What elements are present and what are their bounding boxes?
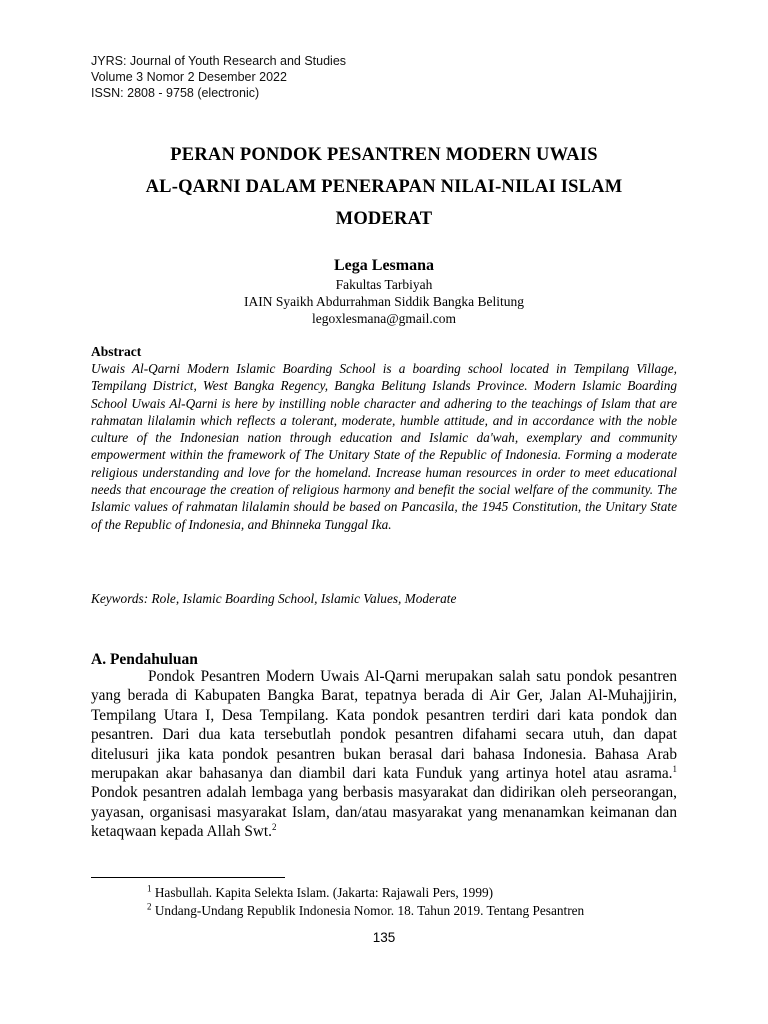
footnote-ref-2[interactable]: 2 bbox=[271, 822, 277, 833]
footnote-2-text: Undang-Undang Republik Indonesia Nomor. 18. Tahun 2019. Tentang Pesantren bbox=[151, 903, 585, 918]
introduction-paragraph bbox=[91, 667, 677, 842]
footnote-2-number: 2 bbox=[147, 901, 152, 912]
journal-name: JYRS: Journal of Youth Research and Studies bbox=[91, 54, 347, 68]
author-email: legoxlesmana@gmail.com bbox=[311, 311, 457, 326]
journal-issn: ISSN: 2808 - 9758 (electronic) bbox=[91, 86, 260, 100]
footnote-1 bbox=[147, 884, 584, 902]
footnote-1-number: 1 bbox=[147, 883, 152, 894]
author-block bbox=[91, 256, 677, 327]
author-name: Lega Lesmana bbox=[334, 257, 434, 274]
title-line-2: AL-QARNI DALAM PENERAPAN NILAI-NILAI ISLAM bbox=[145, 177, 623, 197]
section-heading: A. Pendahuluan bbox=[91, 651, 198, 668]
journal-volume: Volume 3 Nomor 2 Desember 2022 bbox=[91, 70, 287, 84]
author-institution: IAIN Syaikh Abdurrahman Siddik Bangka Belitung bbox=[243, 294, 525, 309]
article-title bbox=[91, 139, 677, 235]
abstract-heading: Abstract bbox=[91, 344, 142, 359]
title-line-1: PERAN PONDOK PESANTREN MODERN UWAIS bbox=[170, 145, 598, 165]
footnote-divider bbox=[91, 877, 285, 878]
footnote-1-text: Hasbullah. Kapita Selekta Islam. (Jakarta: Rajawali Pers, 1999) bbox=[151, 885, 494, 900]
title-line-3: MODERAT bbox=[335, 209, 433, 229]
paragraph-part-2: Pondok pesantren adalah lembaga yang berbasis masyarakat dan didirikan oleh perseorangan, yayasan, organisasi masyarakat Islam, dan/atau masyarakat yang menanamkan keimanan dan ketaqwaan kepada Allah Swt. bbox=[91, 784, 677, 841]
footnote-ref-1[interactable]: 1 bbox=[672, 763, 677, 774]
abstract-text: Uwais Al-Qarni Modern Islamic Boarding School is a boarding school located in Tempilang Village, Tempilang District, West Bangka Regency, Bangka Belitung Islands Province. Modern Islamic Boarding School Uwais Al-Qarni is here by instilling noble character and adhering to the teachings of Islam that are rahmatan lilalamin which reflects a tolerant, moderate, humble attitude, and in accordance with the noble culture of the Indonesian nation through education and Islamic da'wah, exemplary and community empowerment within the framework of The Unitary State of the Republic of Indonesia. Forming a moderate religious understanding and love for the homeland. Increase human resources in order to meet educational needs that encourage the creation of religious harmony and benefit the social welfare of the community. The Islamic values of rahmatan lilalamin should be based on Pancasila, the 1945 Constitution, the Unitary State of the Republic of Indonesia, and Bhinneka Tunggal Ika. bbox=[91, 361, 677, 532]
keywords: Keywords: Role, Islamic Boarding School, Islamic Values, Moderate bbox=[91, 591, 457, 606]
paragraph-part-1: Pondok Pesantren Modern Uwais Al-Qarni merupakan salah satu pondok pesantren yang berada di Kabupaten Bangka Barat, tepatnya berada di Air Ger, Jalan Al-Muhajjirin, Tempilang Utara I, Desa Tempilang. Kata pondok pesantren terdiri dari kata pondok dan pesantren. Dari dua kata tersebutlah pondok pesantren difahami secara utuh, dan dapat ditelusuri jika kata pondok pesantren bukan berasal dari bahasa Indonesia. Bahasa Arab merupakan akar bahasanya dan diambil dari kata Funduk yang artinya hotel atau asrama. bbox=[91, 668, 677, 783]
footnotes bbox=[147, 884, 584, 920]
journal-header bbox=[91, 53, 346, 101]
footnote-2 bbox=[147, 902, 584, 920]
author-faculty: Fakultas Tarbiyah bbox=[335, 277, 433, 292]
page-number: 135 bbox=[372, 930, 396, 945]
